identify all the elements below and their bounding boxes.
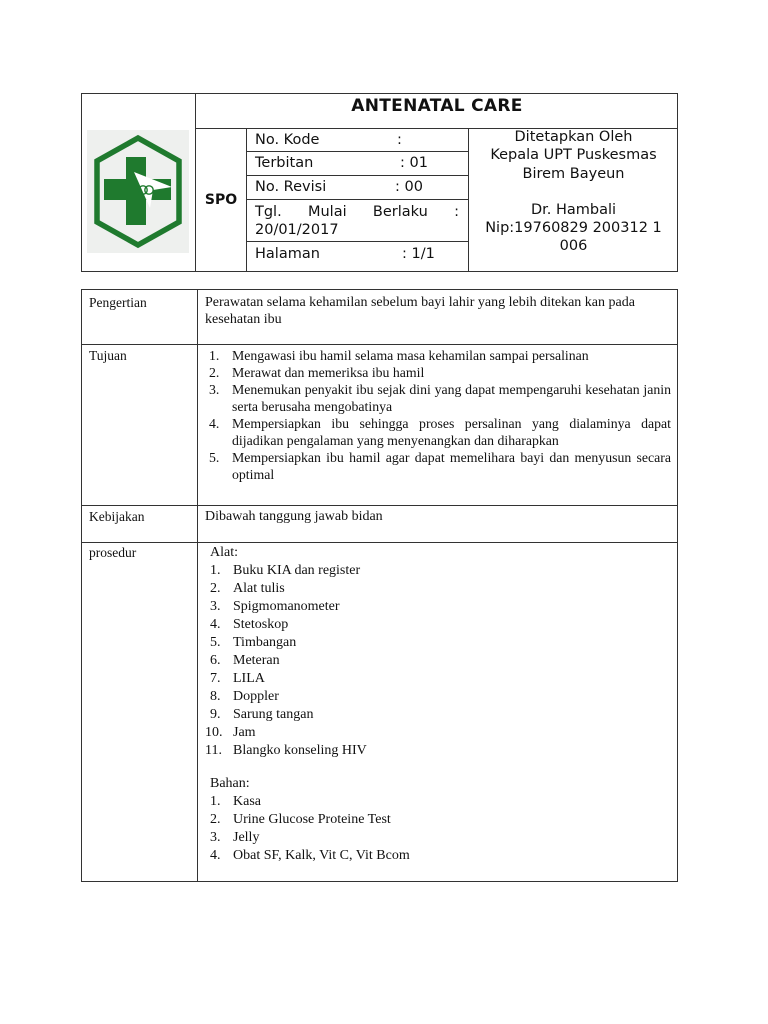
field-halaman [247, 245, 467, 265]
list-number: 3. [210, 599, 221, 614]
list-number: 3. [209, 382, 220, 397]
tgl-colon: : [454, 204, 459, 220]
field-tgl-mulai-berlaku [247, 203, 467, 241]
field-terbitan [247, 154, 467, 174]
field-value: : 01 [400, 155, 428, 171]
list-item [205, 616, 671, 634]
list-text: Mengawasi ibu hamil selama masa kehamilan sampai persalinan [232, 348, 589, 363]
header-table [81, 93, 678, 272]
list-item [205, 652, 671, 670]
list-text: Mempersiapkan ibu sehingga proses persalinan yang dialaminya dapat dijadikan pengalaman yang menyenangkan dan diharapkan [232, 416, 671, 448]
list-item [205, 688, 671, 706]
bahan-heading: Bahan: [210, 776, 250, 791]
list-item [205, 829, 671, 847]
list-text: Timbangan [233, 635, 297, 650]
list-text: Mempersiapkan ibu hamil agar dapat memelihara bayi dan menyusun secara optimal [232, 450, 671, 482]
approver-nip: Nip:19760829 200312 1 [485, 220, 662, 237]
field-label: No. Revisi [255, 179, 327, 195]
approval-line: Kepala UPT Puskesmas [490, 147, 657, 164]
list-item [205, 742, 671, 760]
field-value: : 1/1 [402, 246, 435, 262]
field-label: No. Kode [255, 132, 320, 148]
list-number: 2. [210, 581, 221, 596]
list-number: 1. [209, 348, 220, 363]
list-number: 4. [210, 617, 221, 632]
list-number: 1. [210, 794, 221, 809]
pengertian-text [205, 294, 671, 328]
list-text: Obat SF, Kalk, Vit C, Vit Bcom [233, 848, 410, 863]
field-value: : 00 [395, 179, 423, 195]
list-number: 2. [210, 812, 221, 827]
list-number: 7. [210, 671, 221, 686]
tgl-word-1: Tgl. [255, 204, 282, 220]
list-item [205, 847, 671, 865]
list-number: 3. [210, 830, 221, 845]
list-number: 5. [210, 635, 221, 650]
list-text: Meteran [233, 653, 280, 668]
row-label-prosedur: prosedur [89, 545, 137, 560]
list-text: Kasa [233, 794, 261, 809]
list-text: Jelly [233, 830, 260, 845]
pengertian-line: Perawatan selama kehamilan sebelum bayi lahir yang lebih ditekan kan pada [205, 295, 635, 310]
list-text: Blangko konseling HIV [233, 743, 367, 758]
list-number: 6. [210, 653, 221, 668]
list-text: Menemukan penyakit ibu sejak dini yang dapat mempengaruhi kesehatan janin serta berusaha mengobatinya [232, 382, 671, 414]
field-no-revisi [247, 178, 467, 198]
list-item [205, 562, 671, 580]
prosedur-content [205, 544, 671, 865]
list-text: Stetoskop [233, 617, 289, 632]
list-number: 2. [209, 365, 220, 380]
health-cross-logo-icon [87, 130, 189, 253]
tgl-word-3: Berlaku [372, 204, 428, 220]
list-text: Alat tulis [233, 581, 285, 596]
list-item [205, 381, 671, 415]
list-number: 1. [210, 563, 221, 578]
list-text: Spigmomanometer [233, 599, 340, 614]
list-number: 5. [209, 450, 220, 465]
alat-heading: Alat: [210, 545, 238, 560]
list-item [205, 347, 671, 364]
tujuan-list [205, 347, 671, 483]
list-item [205, 364, 671, 381]
list-text: Jam [233, 725, 256, 740]
list-item [205, 811, 671, 829]
list-item [205, 449, 671, 483]
approval-block [469, 128, 678, 256]
list-number: 4. [209, 416, 220, 431]
list-number: 4. [210, 848, 221, 863]
row-label-pengertian: Pengertian [89, 295, 147, 310]
approver-name: Dr. Hambali [530, 201, 617, 218]
list-number: 11. [205, 743, 222, 758]
list-text: Doppler [233, 689, 279, 704]
field-no-kode [247, 131, 467, 151]
pengertian-line: kesehatan ibu [205, 312, 282, 327]
list-text: Sarung tangan [233, 707, 314, 722]
field-value: : [397, 132, 402, 148]
list-number: 8. [210, 689, 221, 704]
list-item [205, 724, 671, 742]
list-number: 10. [205, 725, 223, 740]
list-text: Buku KIA dan register [233, 563, 361, 578]
list-item [205, 598, 671, 616]
list-text: LILA [233, 671, 265, 686]
list-number: 9. [210, 707, 221, 722]
tgl-word-2: Mulai [307, 204, 347, 220]
document-title: ANTENATAL CARE [351, 96, 523, 116]
approver-nip: 006 [559, 238, 588, 255]
approval-line: Birem Bayeun [522, 165, 625, 182]
list-item [205, 793, 671, 811]
field-label: Halaman [255, 246, 320, 262]
approval-line: Ditetapkan Oleh [514, 129, 633, 145]
list-item [205, 706, 671, 724]
list-text: Urine Glucose Proteine Test [233, 812, 391, 827]
row-label-tujuan: Tujuan [89, 348, 127, 363]
list-item [205, 415, 671, 449]
spo-label: SPO [204, 192, 238, 208]
list-text: Merawat dan memeriksa ibu hamil [232, 365, 425, 380]
tgl-value: 20/01/2017 [255, 222, 339, 238]
kebijakan-text: Dibawah tanggung jawab bidan [205, 509, 383, 524]
list-item [205, 580, 671, 598]
content-table [81, 289, 678, 882]
field-label: Terbitan [255, 155, 314, 171]
list-item [205, 634, 671, 652]
list-item [205, 670, 671, 688]
row-label-kebijakan: Kebijakan [89, 509, 145, 524]
